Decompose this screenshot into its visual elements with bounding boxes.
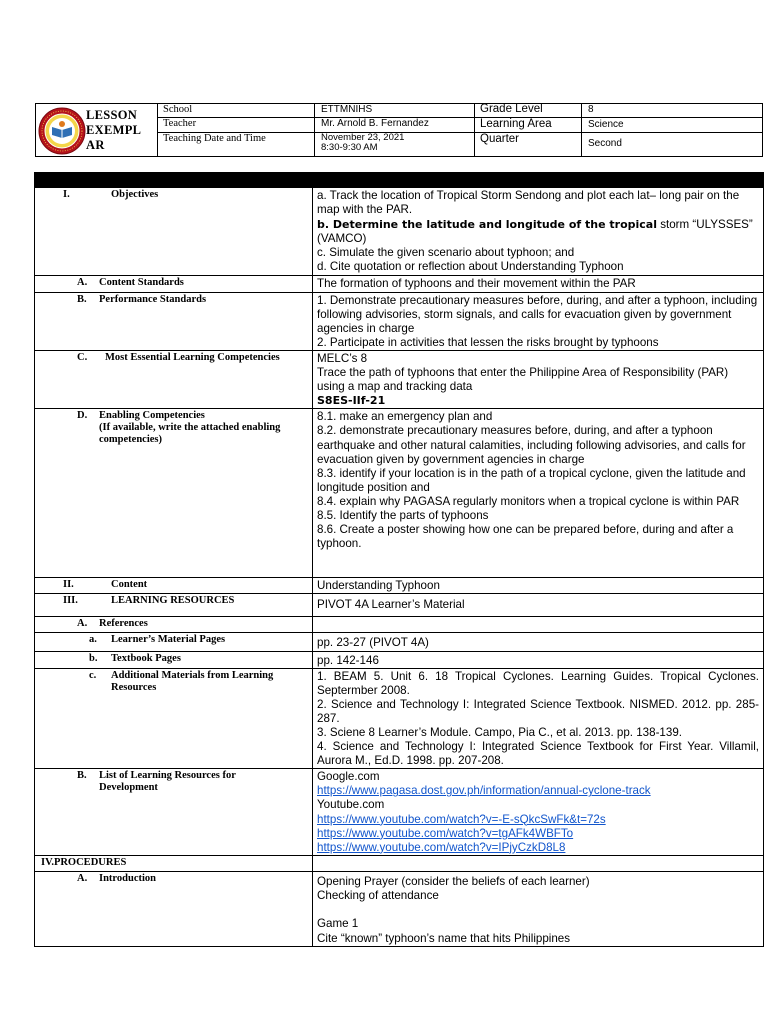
lesson-table xyxy=(34,172,764,947)
table-row xyxy=(35,633,764,651)
table-row xyxy=(35,872,764,946)
table-row xyxy=(35,651,764,668)
teacher-label: Teacher xyxy=(163,118,197,129)
row-number: A. xyxy=(77,873,88,885)
row-number: c. xyxy=(89,669,97,681)
row-label: Objectives xyxy=(111,189,159,200)
row-label: Additional Materials from Learning Resources xyxy=(111,669,274,693)
intro-line: Checking of attendance xyxy=(317,889,439,903)
date-time-label: Teaching Date and Time xyxy=(163,133,266,144)
additional-item: 1. BEAM 5. Unit 6. 18 Tropical Cyclones. Learning Guides. Tropical Cyclones. Septermber 2008. xyxy=(317,669,759,697)
quarter-value: Second xyxy=(588,138,622,149)
content-standards-text: The formation of typhoons and their movement within the PAR xyxy=(313,275,764,292)
row-label: LEARNING RESOURCES xyxy=(111,595,235,607)
youtube-link[interactable]: https://www.youtube.com/watch?v=tgAFk4WBFTo xyxy=(317,826,574,840)
content-text: Understanding Typhoon xyxy=(313,578,764,594)
objective-a: a. Track the location of Tropical Storm Sendong and plot each lat– long pair on the map with the PAR. xyxy=(317,189,740,217)
table-row xyxy=(35,668,764,769)
objective-b-rest: storm “ULYSSES” (VAMCO) xyxy=(317,218,753,246)
row-number: II. xyxy=(63,579,74,591)
additional-item: 2. Science and Technology I: Integrated Science Textbook. NISMED. 2012. pp. 285-287. xyxy=(317,697,759,725)
lesson-exemplar-title xyxy=(86,108,152,153)
row-label: IV.PROCEDURES xyxy=(41,857,127,869)
row-label: Content Standards xyxy=(99,276,184,288)
table-row xyxy=(35,578,764,594)
enabling-item: 8.6. Create a poster showing how one can be prepared before, during and after a typhoon. xyxy=(317,523,734,551)
row-number: A. xyxy=(77,276,88,288)
teacher-value: Mr. Arnold B. Fernandez xyxy=(321,118,429,129)
row-number: A. xyxy=(77,618,88,630)
table-row xyxy=(35,292,764,350)
title-line: AR xyxy=(86,138,105,152)
pagasa-link[interactable]: https://www.pagasa.dost.gov.ph/information/annual-cyclone-track xyxy=(317,784,651,798)
grade-level-value: 8 xyxy=(588,104,594,115)
row-number: B. xyxy=(77,293,87,305)
intro-line: Opening Prayer (consider the beliefs of each learner) xyxy=(317,875,590,889)
table-row xyxy=(35,594,764,617)
row-number: a. xyxy=(89,634,97,646)
row-label: References xyxy=(99,618,148,630)
row-number: III. xyxy=(63,595,78,607)
row-label: Introduction xyxy=(99,873,156,885)
additional-item: 3. Sciene 8 Learner’s Module. Campo, Pia C., et al. 2013. pp. 138-139. xyxy=(317,725,682,739)
youtube-link[interactable]: https://www.youtube.com/watch?v=-E-sQkcSwFk&t=72s xyxy=(317,812,606,826)
row-label: Textbook Pages xyxy=(111,652,181,664)
objective-b-bold: b. Determine the latitude and longitude of the tropical xyxy=(317,218,657,232)
melc-code: S8ES-IIf-21 xyxy=(317,394,386,408)
intro-line: Game 1 xyxy=(317,917,359,931)
row-number: b. xyxy=(89,652,98,664)
table-row xyxy=(35,769,764,856)
lm-pages-text: pp. 23-27 (PIVOT 4A) xyxy=(313,633,764,651)
additional-item: 4. Science and Technology I: Integrated Science Textbook for First Year. Villamil, Aurora M., Ed.D. 1998. pp. 207-208. xyxy=(317,740,759,768)
date-value: November 23, 2021 xyxy=(321,132,405,143)
table-row xyxy=(35,409,764,578)
learning-resources-text: PIVOT 4A Learner’s Material xyxy=(313,594,764,617)
row-number: D. xyxy=(77,410,88,422)
row-label: Enabling Competencies xyxy=(99,410,205,422)
row-label: Content xyxy=(111,579,148,591)
table-row xyxy=(35,856,764,872)
row-label: List of Learning Resources for Development xyxy=(99,770,236,794)
performance-item: 1. Demonstrate precautionary measures before, during, and after a typhoon, including following advisories, storm signals, and calls for evacuation given by government agencies in charge xyxy=(317,293,758,335)
grade-level-label: Grade Level xyxy=(480,103,543,115)
google-text: Google.com xyxy=(317,770,380,784)
enabling-item: 8.4. explain why PAGASA regularly monitors when a tropical cyclone is within PAR xyxy=(317,494,740,508)
time-value: 8:30-9:30 AM xyxy=(321,142,378,153)
performance-item: 2. Participate in activities that lessen the risks brought by typhoons xyxy=(317,335,659,349)
objective-c: c. Simulate the given scenario about typhoon; and xyxy=(317,246,575,260)
melc-line: MELC’s 8 xyxy=(317,351,368,365)
school-label: School xyxy=(163,104,193,115)
intro-spacer xyxy=(317,903,759,917)
learning-area-label: Learning Area xyxy=(480,118,552,130)
enabling-item: 8.3. identify if your location is in the path of a tropical cyclone, given the latitude and longitude position and xyxy=(317,466,746,494)
table-row xyxy=(35,275,764,292)
intro-line: Cite “known” typhoon’s name that hits Philippines xyxy=(317,931,571,945)
tb-pages-text: pp. 142-146 xyxy=(313,651,764,668)
row-number: B. xyxy=(77,770,87,782)
title-line: EXEMPL xyxy=(86,123,142,137)
table-row xyxy=(35,188,764,276)
youtube-text: Youtube.com xyxy=(317,798,385,812)
row-number: I. xyxy=(63,189,70,200)
table-header-bar xyxy=(35,173,764,188)
enabling-item: 8.1. make an emergency plan and xyxy=(317,410,493,424)
row-number: C. xyxy=(77,351,88,363)
row-label: Most Essential Learning Competencies xyxy=(105,351,280,363)
title-line: LESSON xyxy=(86,108,138,122)
objective-d: d. Cite quotation or reflection about Understanding Typhoon xyxy=(317,260,624,274)
school-seal-icon xyxy=(38,107,86,155)
learning-area-value: Science xyxy=(588,119,624,130)
melc-description: Trace the path of typhoons that enter the Philippine Area of Responsibility (PAR) using a map and tracking data xyxy=(317,366,729,394)
school-value: ETTMNIHS xyxy=(321,104,373,115)
table-row xyxy=(35,617,764,633)
enabling-item: 8.2. demonstrate precautionary measures before, during, and after a typhoon earthquake and other natural calamities, including following advisories, and calls for evacuation given by government agencies in charge xyxy=(317,424,746,466)
youtube-link[interactable]: https://www.youtube.com/watch?v=IPjyCzkD8L8 xyxy=(317,840,566,854)
row-label: Learner’s Material Pages xyxy=(111,634,226,646)
table-row xyxy=(35,350,764,408)
enabling-item: 8.5. Identify the parts of typhoons xyxy=(317,508,489,522)
row-sublabel: (If available, write the attached enabling competencies) xyxy=(99,422,281,446)
row-label: Performance Standards xyxy=(99,293,207,305)
quarter-label: Quarter xyxy=(480,133,519,145)
